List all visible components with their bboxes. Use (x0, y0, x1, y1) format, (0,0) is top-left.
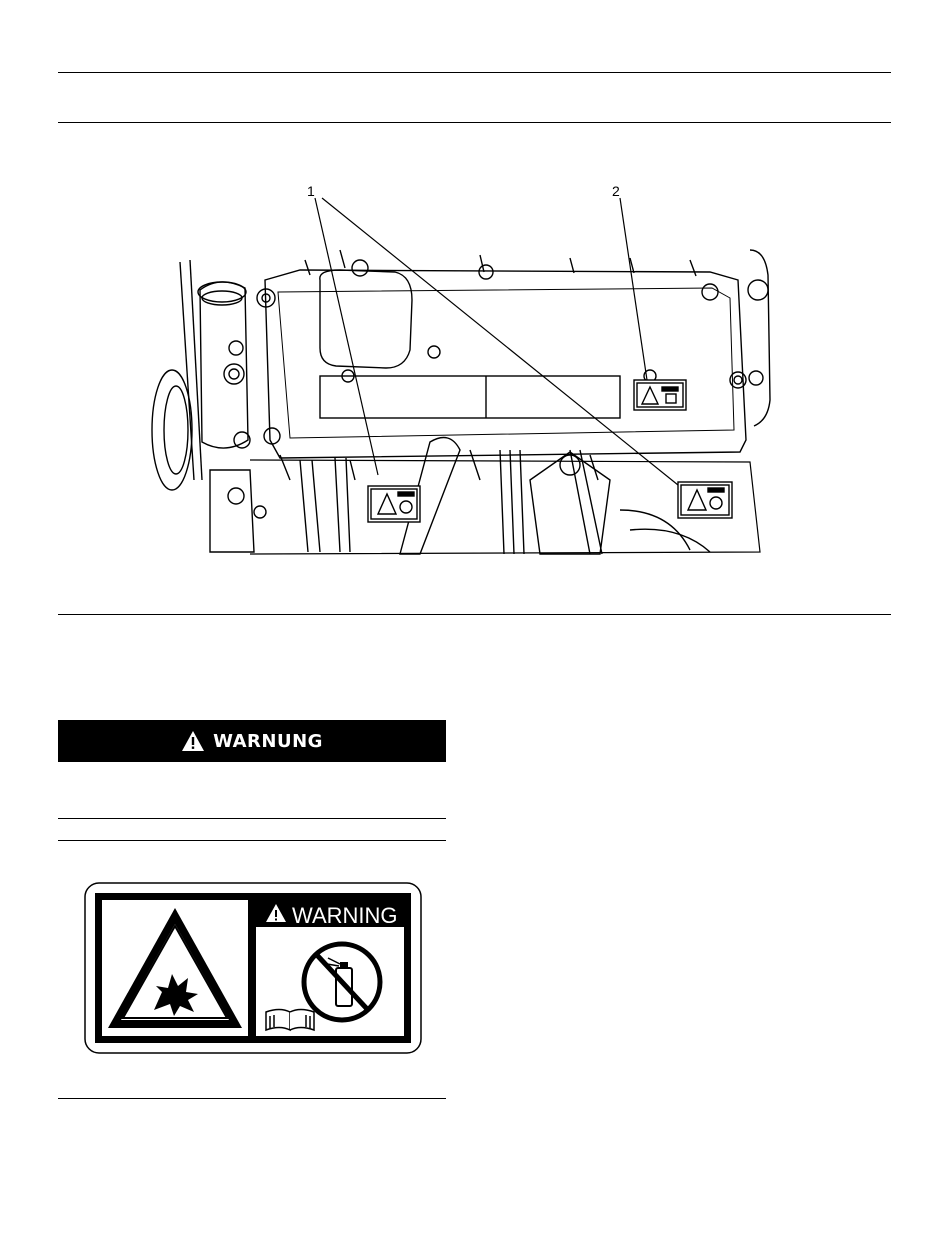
warning-decal-label: WARNING (292, 903, 398, 928)
warning-label: WARNUNG (213, 730, 323, 752)
warning-rule-2 (58, 840, 446, 841)
callout-2: 2 (612, 183, 620, 199)
warning-rule-1 (58, 818, 446, 819)
figure-bottom-rule (58, 614, 891, 615)
engine-illustration (150, 180, 780, 560)
no-spray-icon (304, 944, 380, 1020)
header-rule (58, 122, 891, 123)
warning-triangle-icon (181, 730, 205, 752)
callout-1: 1 (307, 183, 315, 199)
manual-book-icon (266, 1010, 314, 1031)
warning-decal (84, 882, 422, 1054)
top-rule (58, 72, 891, 73)
warning-rule-3 (58, 1098, 446, 1099)
warning-banner (58, 720, 446, 762)
